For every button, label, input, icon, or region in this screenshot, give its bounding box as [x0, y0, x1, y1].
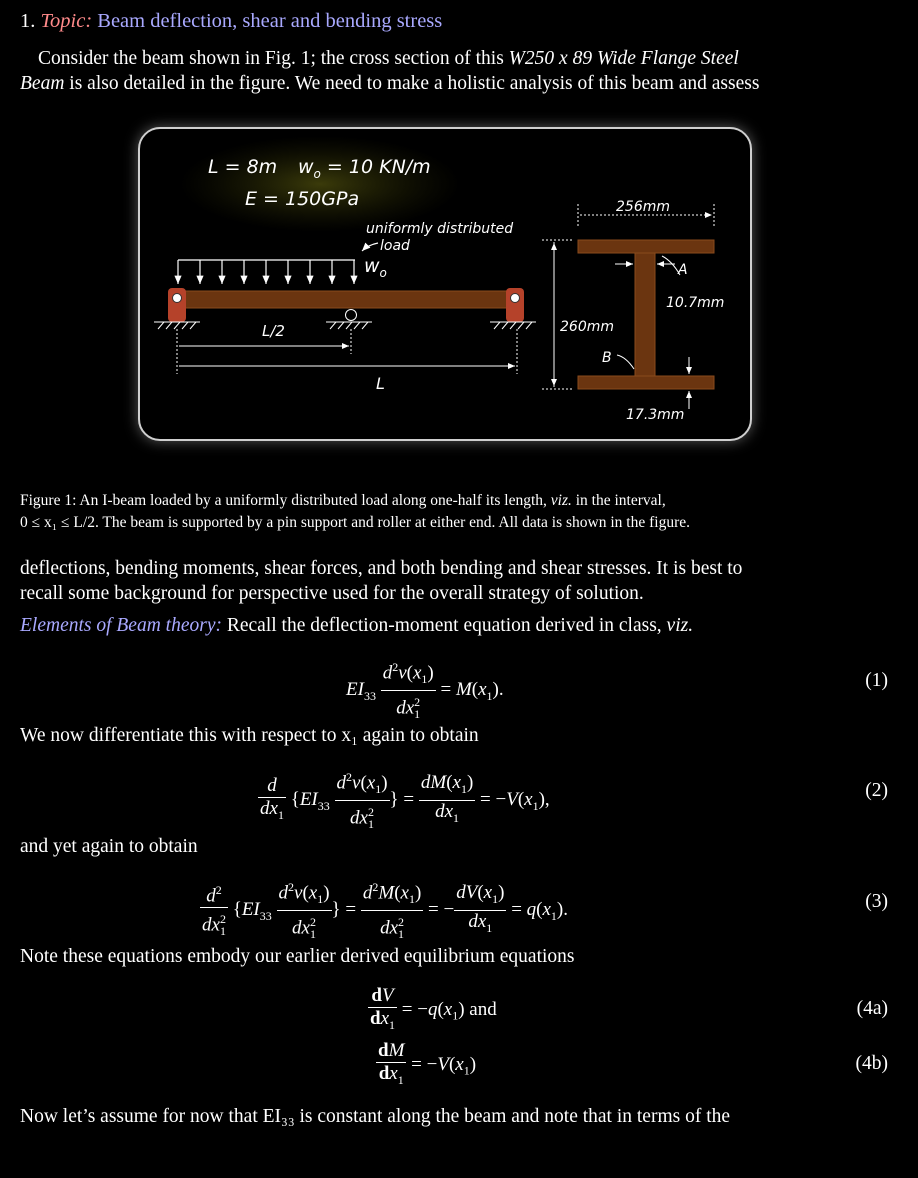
equation-1: $EI_{33}$ $\frac{d^2v(x_1)}{dx^2_1}$ = $M(x_1)$.	[346, 656, 504, 725]
equation-number-3: (3)	[865, 891, 888, 912]
length-label: L = 8m	[208, 156, 278, 178]
distributed-load-arrows	[178, 260, 355, 284]
body-line-1: deflections, bending moments, shear forces, and both bending and shear stresses. It is best to	[20, 558, 743, 579]
load-label: $w_o = 10$ KN/m	[298, 156, 431, 181]
elements-label: Elements of Beam theory:	[20, 615, 222, 636]
elements-viz: viz.	[666, 615, 694, 636]
web-thickness-label: 10.7mm	[666, 295, 725, 311]
point-b-label: B	[602, 350, 612, 366]
point-a-label: A	[678, 262, 688, 278]
label-glow	[180, 136, 460, 232]
elements-line	[20, 614, 693, 638]
section-number: 1.	[20, 10, 36, 32]
assume-text: Now let’s assume for now that EI₃₃ is constant along the beam and note that in terms of the	[20, 1106, 731, 1127]
elements-text: Recall the deflection-moment equation derived in class,	[221, 615, 667, 636]
equation-number-4b: (4b)	[855, 1053, 888, 1074]
differentiate-text: We now differentiate this with respect to x₁ again to obtain	[20, 725, 479, 746]
caption-line-2: 0 ≤ x₁ ≤ L/2. The beam is supported by a pin support and roller at either end. All data is shown in the figure.	[20, 514, 690, 531]
left-hatch	[158, 322, 196, 329]
modulus-label: E = 150GPa	[245, 188, 360, 210]
equation-number-1: (1)	[865, 670, 888, 691]
equation-number-2: (2)	[865, 780, 888, 801]
intro-text: Consider the beam shown in Fig. 1; the cross section of this	[38, 48, 509, 69]
wo-label: $w_o$	[364, 255, 387, 280]
caption-line-1: Figure 1: An I-beam loaded by a uniformly distributed load along one-half its length, viz. in the interval,	[20, 492, 666, 509]
udl-text-1: uniformly distributed	[366, 221, 514, 237]
equation-4a: $\frac{dV}{dx_1}$ = $-q(x_1)$ and	[370, 985, 497, 1032]
intro-text-2: is also detailed in the figure. We need to make a holistic analysis of this beam and assess	[64, 73, 760, 94]
point-b-pointer	[617, 355, 634, 369]
note-text: Note these equations embody our earlier derived equilibrium equations	[20, 946, 575, 967]
figure-panel	[138, 127, 752, 441]
flange-thickness-label: 17.3mm	[626, 407, 685, 423]
topic-title: Beam deflection, shear and bending stress	[97, 10, 443, 32]
figure-caption	[20, 490, 890, 534]
beam-diagram	[140, 129, 750, 439]
flange-width-label: 256mm	[616, 199, 670, 215]
topic-label: Topic:	[40, 10, 93, 32]
i-section	[578, 240, 714, 389]
intro-line-1	[38, 47, 739, 71]
equation-number-4a: (4a)	[856, 998, 888, 1019]
depth-label: 260mm	[560, 319, 614, 335]
intro-line-2	[20, 72, 759, 96]
beam-designation: W250 x 89 Wide Flange Steel	[508, 48, 739, 69]
beam-word: Beam	[20, 73, 65, 94]
left-pin	[173, 294, 182, 303]
equation-2: $\frac{d}{dx_1}$ {$EI_{33}$ $\frac{d^2v(x_1)}{dx^2_1}$ } = $\frac{dM(x_1)}{dx_1}$ = $-V(x_1)$,	[258, 766, 550, 835]
length-dimensions	[177, 329, 517, 374]
right-hatch	[494, 322, 532, 329]
body-line-2: recall some background for perspective used for the overall strategy of solution.	[20, 583, 644, 604]
beam-body	[170, 291, 518, 308]
udl-pointer	[362, 243, 378, 251]
middle-hatch	[330, 322, 368, 329]
equation-3: $\frac{d^2}{dx^2_1}$ {$EI_{33}$ $\frac{d^2v(x_1)}{dx^2_1}$ } = $\frac{d^2M(x_1)}{dx^2_1}$ = − $\frac{dV(x_1)}{dx_1}$ = $q(x_1)$.	[200, 876, 568, 945]
udl-text-2: load	[380, 238, 410, 254]
right-pin	[511, 294, 520, 303]
equation-4b: $\frac{dM}{dx_1}$ = $-V(x_1)$	[378, 1040, 477, 1087]
full-length-label: L	[376, 374, 385, 393]
section-heading	[20, 9, 442, 33]
middle-roller	[346, 310, 357, 321]
yet-again-text: and yet again to obtain	[20, 836, 198, 857]
half-length-label: L/2	[262, 322, 285, 340]
